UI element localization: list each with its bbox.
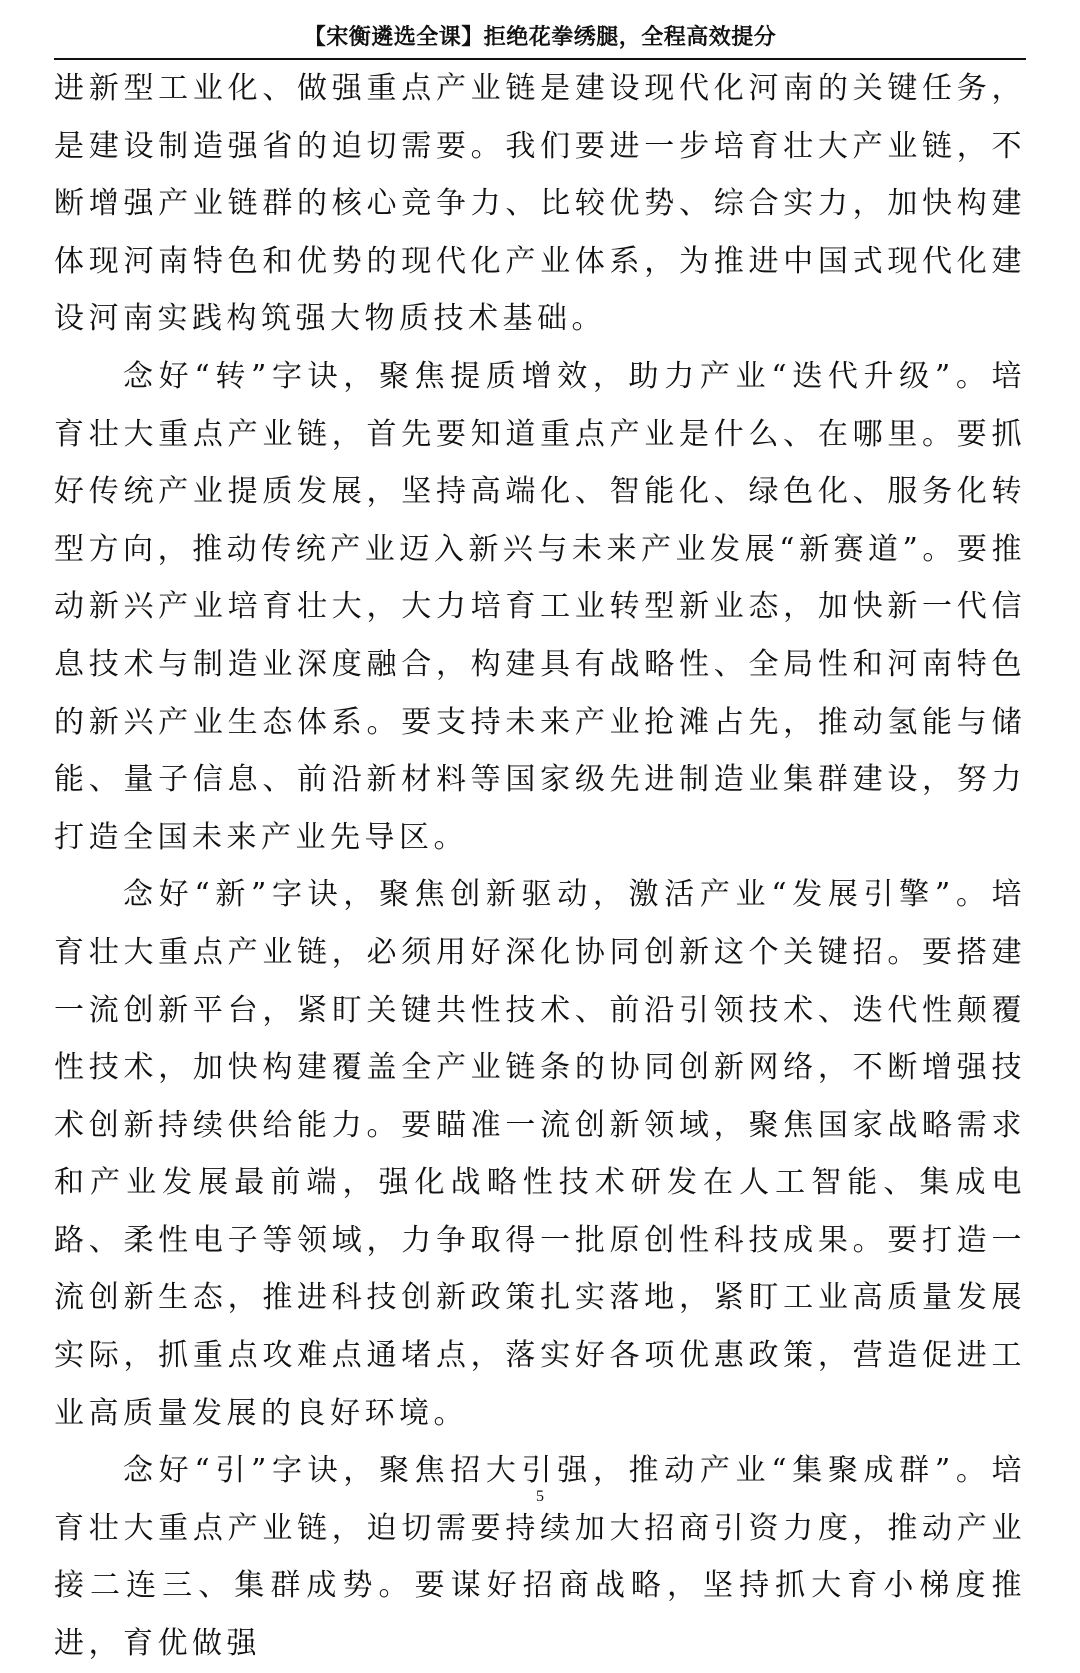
header-title: 【宋衡遴选全课】拒绝花拳绣腿，全程高效提分 — [303, 25, 777, 50]
paragraph-yin: 念好“引”字诀，聚焦招大引强，推动产业“集聚成群”。培育壮大重点产业链，迫切需要持续加大招商引资力度，推动产业接二连三、集群成势。要谋好招商战略，坚持抓大育小梯度推进，育优做强 — [54, 1453, 1026, 1662]
page-header — [54, 0, 1026, 60]
paragraph-zhuan: 念好“转”字诀，聚焦提质增效，助力产业“迭代升级”。培育壮大重点产业链，首先要知道重点产业是什么、在哪里。要抓好传统产业提质发展，坚持高端化、智能化、绿色化、服务化转型方向，推动传统产业迈入新兴与未来产业发展“新赛道”。要推动新兴产业培育壮大，大力培育工业转型新业态，加快新一代信息技术与制造业深度融合，构建具有战略性、全局性和河南特色的新兴产业生态体系。要支持未来产业抢滩占先，推动氢能与储能、量子信息、前沿新材料等国家级先进制造业集群建设，努力打造全国未来产业先导区。 — [54, 358, 1026, 855]
paragraph-xin: 念好“新”字诀，聚焦创新驱动，激活产业“发展引擎”。培育壮大重点产业链，必须用好深化协同创新这个关键招。要搭建一流创新平台，紧盯关键共性技术、前沿引领技术、迭代性颠覆性技术，加快构建覆盖全产业链条的协同创新网络，不断增强技术创新持续供给能力。要瞄准一流创新领域，聚焦国家战略需求和产业发展最前端，强化战略性技术研发在人工智能、集成电路、柔性电子等领域，力争取得一批原创性科技成果。要打造一流创新生态，推进科技创新政策扎实落地，紧盯工业高质量发展实际，抓重点攻难点通堵点，落实好各项优惠政策，营造促进工业高质量发展的良好环境。 — [54, 877, 1026, 1431]
document-body — [54, 60, 1026, 1673]
page-number: 5 — [536, 1488, 544, 1505]
paragraph-intro: 进新型工业化、做强重点产业链是建设现代化河南的关键任务，是建设制造强省的迫切需要。我们要进一步培育壮大产业链，不断增强产业链群的核心竞争力、比较优势、综合实力，加快构建体现河南特色和优势的现代化产业体系，为推进中国式现代化建设河南实践构筑强大物质技术基础。 — [54, 71, 1026, 337]
